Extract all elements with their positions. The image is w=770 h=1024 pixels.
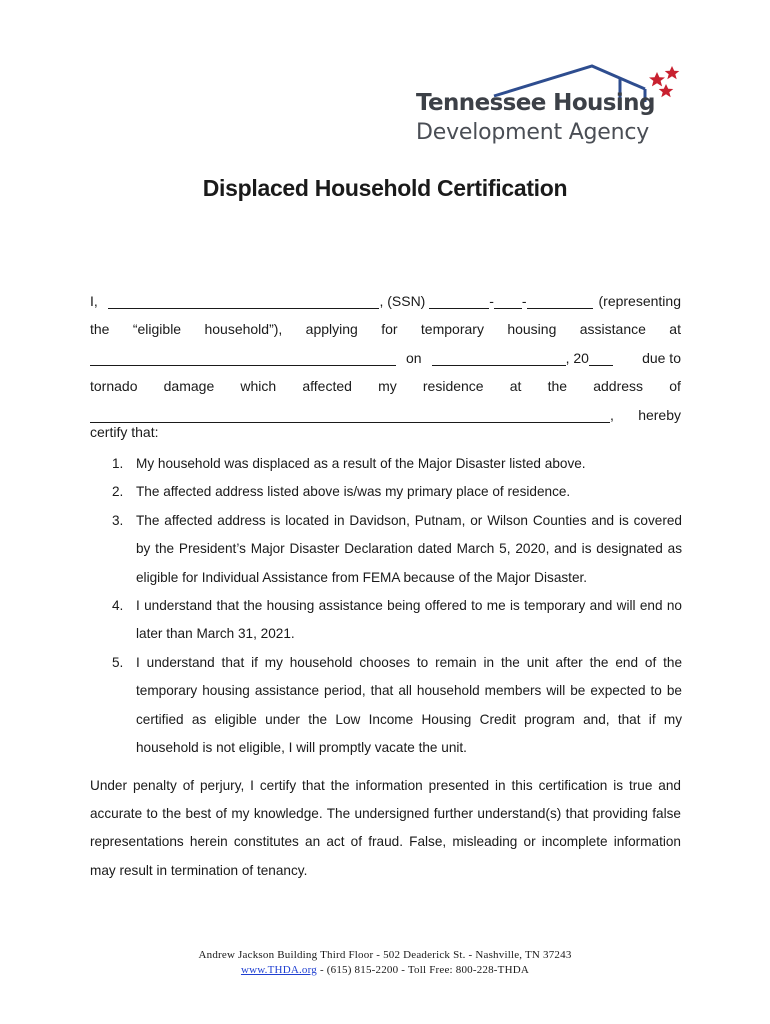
ssn-part-3-blank[interactable] [527, 293, 593, 309]
footer-contact-line [0, 963, 770, 978]
item-number: 3. [112, 512, 124, 528]
word: household”), [204, 321, 283, 337]
prefix-i: I, [90, 292, 98, 309]
item-number: 4. [112, 598, 124, 614]
fill-line-2 [90, 309, 681, 338]
comma-20-text: , 20 [565, 349, 589, 366]
list-item [90, 478, 682, 506]
year-blank[interactable] [589, 350, 613, 366]
comma-text: , [610, 406, 614, 423]
name-blank[interactable] [108, 293, 380, 309]
certification-list [90, 450, 682, 762]
address-blank[interactable] [90, 407, 610, 423]
due-to-text: due to [642, 349, 681, 366]
ssn-dash-2: - [521, 292, 527, 309]
list-item [90, 649, 682, 763]
word: “eligible [132, 321, 182, 337]
word: which [240, 378, 277, 394]
fill-line-4 [90, 366, 681, 395]
housing-provider-blank[interactable] [90, 350, 396, 366]
word: damage [163, 378, 215, 394]
logo-text-line1: Tennessee Housing [416, 90, 655, 116]
representing-text: (representing [598, 292, 681, 309]
logo-text-line2: Development Agency [416, 120, 650, 145]
ssn-dash-1: - [489, 292, 494, 309]
word: affected [302, 378, 352, 394]
penalty-paragraph: Under penalty of perjury, I certify that the information presented in this certification is true and accurate to the best of my knowledge. The undersigned further understand(s) that providing false representations herein constitutes an act of fraud. False, misleading or incomplete information may result in termination of tenancy. [90, 778, 681, 878]
word: applying [305, 321, 358, 337]
item-number: 5. [112, 654, 124, 670]
word: the [90, 321, 110, 337]
word: the [547, 378, 568, 394]
thda-website-link[interactable]: www.THDA.org [240, 964, 318, 976]
certification-fill-in [90, 280, 681, 423]
word: address [593, 378, 644, 394]
date-blank[interactable] [432, 350, 566, 366]
word: at [509, 378, 522, 394]
footer-contact: - (615) 815-2200 - Toll Free: 800-228-THDA [317, 964, 530, 976]
word: housing [507, 321, 557, 337]
list-item [90, 592, 682, 649]
word: my [378, 378, 397, 394]
list-item [90, 450, 682, 478]
word: assistance [579, 321, 646, 337]
fill-line-1 [90, 280, 681, 309]
on-text: on [406, 349, 422, 366]
word: residence [422, 378, 484, 394]
item-text: I understand that the housing assistance being offered to me is temporary and will end no later than March 31, 2021. [136, 598, 682, 642]
item-text: I understand that if my household chooses to remain in the unit after the end of the temporary housing assistance period, that all household members will be expected to be certified as eligible under the Low Income Housing Credit program and, that if my household is not eligible, I will promptly vacate the unit. [136, 654, 682, 756]
document-title: Displaced Household Certification [202, 175, 568, 201]
ssn-label: , (SSN) [379, 292, 426, 309]
word: temporary [420, 321, 484, 337]
item-text: The affected address is located in Davidson, Putnam, or Wilson Counties and is covered by the President’s Major Disaster Declaration dated March 5, 2020, and is designated as eligible for Individual Assistance from FEMA because of the Major Disaster. [136, 512, 682, 585]
word: tornado [90, 378, 138, 394]
word: for [381, 321, 398, 337]
fill-line-5 [90, 394, 681, 423]
item-number: 2. [112, 484, 124, 500]
ssn-part-2-blank[interactable] [494, 293, 522, 309]
fill-line-3 [90, 337, 681, 366]
word: at [669, 321, 681, 337]
item-text: My household was displaced as a result of the Major Disaster listed above. [136, 456, 586, 471]
list-item [90, 507, 682, 592]
footer-address: Andrew Jackson Building Third Floor - 502 Deaderick St. - Nashville, TN 37243 [198, 949, 572, 961]
item-text: The affected address listed above is/was my primary place of residence. [136, 484, 571, 500]
item-number: 1. [112, 456, 124, 471]
word: of [669, 378, 681, 394]
thda-logo [414, 62, 684, 152]
certify-that-text: certify that: [90, 424, 159, 440]
ssn-part-1-blank[interactable] [429, 293, 489, 309]
hereby-text: hereby [638, 406, 681, 423]
page-footer [0, 948, 770, 978]
